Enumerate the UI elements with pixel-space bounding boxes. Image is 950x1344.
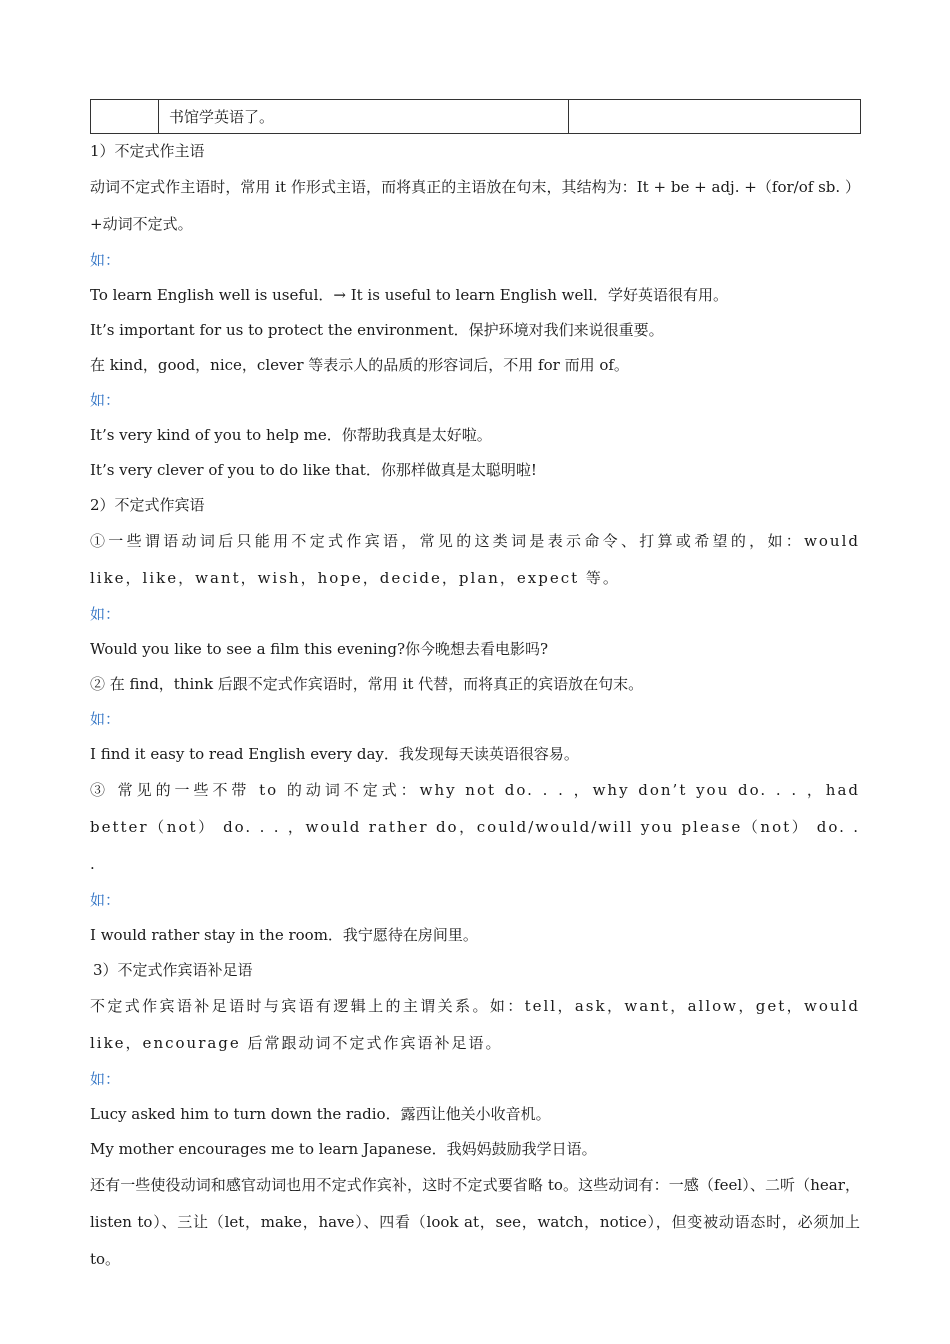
paragraph: ② 在 find，think 后跟不定式作宾语时，常用 it 代替，而将真正的宾语放在句末。 bbox=[90, 675, 644, 693]
section-heading: 2）不定式作宾语 bbox=[90, 496, 205, 514]
section-heading: 3）不定式作宾语补足语 bbox=[93, 961, 253, 979]
article-body bbox=[90, 134, 860, 1278]
paragraph: ①一些谓语动词后只能用不定式作宾语，常见的这类词是表示命令、打算或希望的，如：would like，like，want，wish，hope，decide，plan，expect 等。 bbox=[90, 532, 860, 587]
example-label: 如： bbox=[90, 391, 121, 409]
example-sentence: Would you like to see a film this evening?你今晚想去看电影吗? bbox=[90, 640, 549, 658]
example-label: 如： bbox=[90, 605, 121, 623]
example-sentence: It’s very clever of you to do like that．你那样做真是太聪明啦! bbox=[90, 461, 537, 479]
continuation-table bbox=[90, 99, 861, 134]
example-label: 如： bbox=[90, 1070, 121, 1088]
paragraph: 在 kind，good，nice，clever 等表示人的品质的形容词后，不用 for 而用 of。 bbox=[90, 356, 629, 374]
example-label: 如： bbox=[90, 710, 121, 728]
table-cell bbox=[569, 100, 861, 134]
example-sentence: To learn English well is useful．→ It is useful to learn English well．学好英语很有用。 bbox=[90, 286, 728, 304]
table-cell bbox=[91, 100, 159, 134]
example-sentence: It’s important for us to protect the environment．保护环境对我们来说很重要。 bbox=[90, 321, 664, 339]
example-sentence: I would rather stay in the room．我宁愿待在房间里。 bbox=[90, 926, 478, 944]
table-cell: 书馆学英语了。 bbox=[159, 100, 569, 134]
example-label: 如： bbox=[90, 251, 121, 269]
example-sentence: Lucy asked him to turn down the radio．露西让他关小收音机。 bbox=[90, 1105, 551, 1123]
paragraph: ③ 常见的一些不带 to 的动词不定式：why not do. . . ，why don’t you do. . . ，had better（not） do. . . ，would rather do，could/would/will you please（not） do. . . bbox=[90, 781, 860, 873]
paragraph: 还有一些使役动词和感官动词也用不定式作宾补，这时不定式要省略 to。这些动词有：一感（feel）、二听（hear，listen to）、三让（let，make，have）、四看（look at，see，watch，notice），但变被动语态时，必须加上 to。 bbox=[90, 1176, 860, 1268]
paragraph: 不定式作宾语补足语时与宾语有逻辑上的主谓关系。如：tell，ask，want，allow，get，would like，encourage 后常跟动词不定式作宾语补足语。 bbox=[90, 997, 860, 1052]
example-label: 如： bbox=[90, 891, 121, 909]
example-sentence: My mother encourages me to learn Japanese．我妈妈鼓励我学日语。 bbox=[90, 1140, 597, 1158]
example-sentence: I find it easy to read English every day．我发现每天读英语很容易。 bbox=[90, 745, 579, 763]
section-heading: 1）不定式作主语 bbox=[90, 142, 205, 160]
table-row bbox=[91, 100, 861, 134]
paragraph: 动词不定式作主语时，常用 it 作形式主语，而将真正的主语放在句末，其结构为：It + be + adj. +（for/of sb. ）+动词不定式。 bbox=[90, 178, 860, 233]
example-sentence: It’s very kind of you to help me．你帮助我真是太好啦。 bbox=[90, 426, 492, 444]
